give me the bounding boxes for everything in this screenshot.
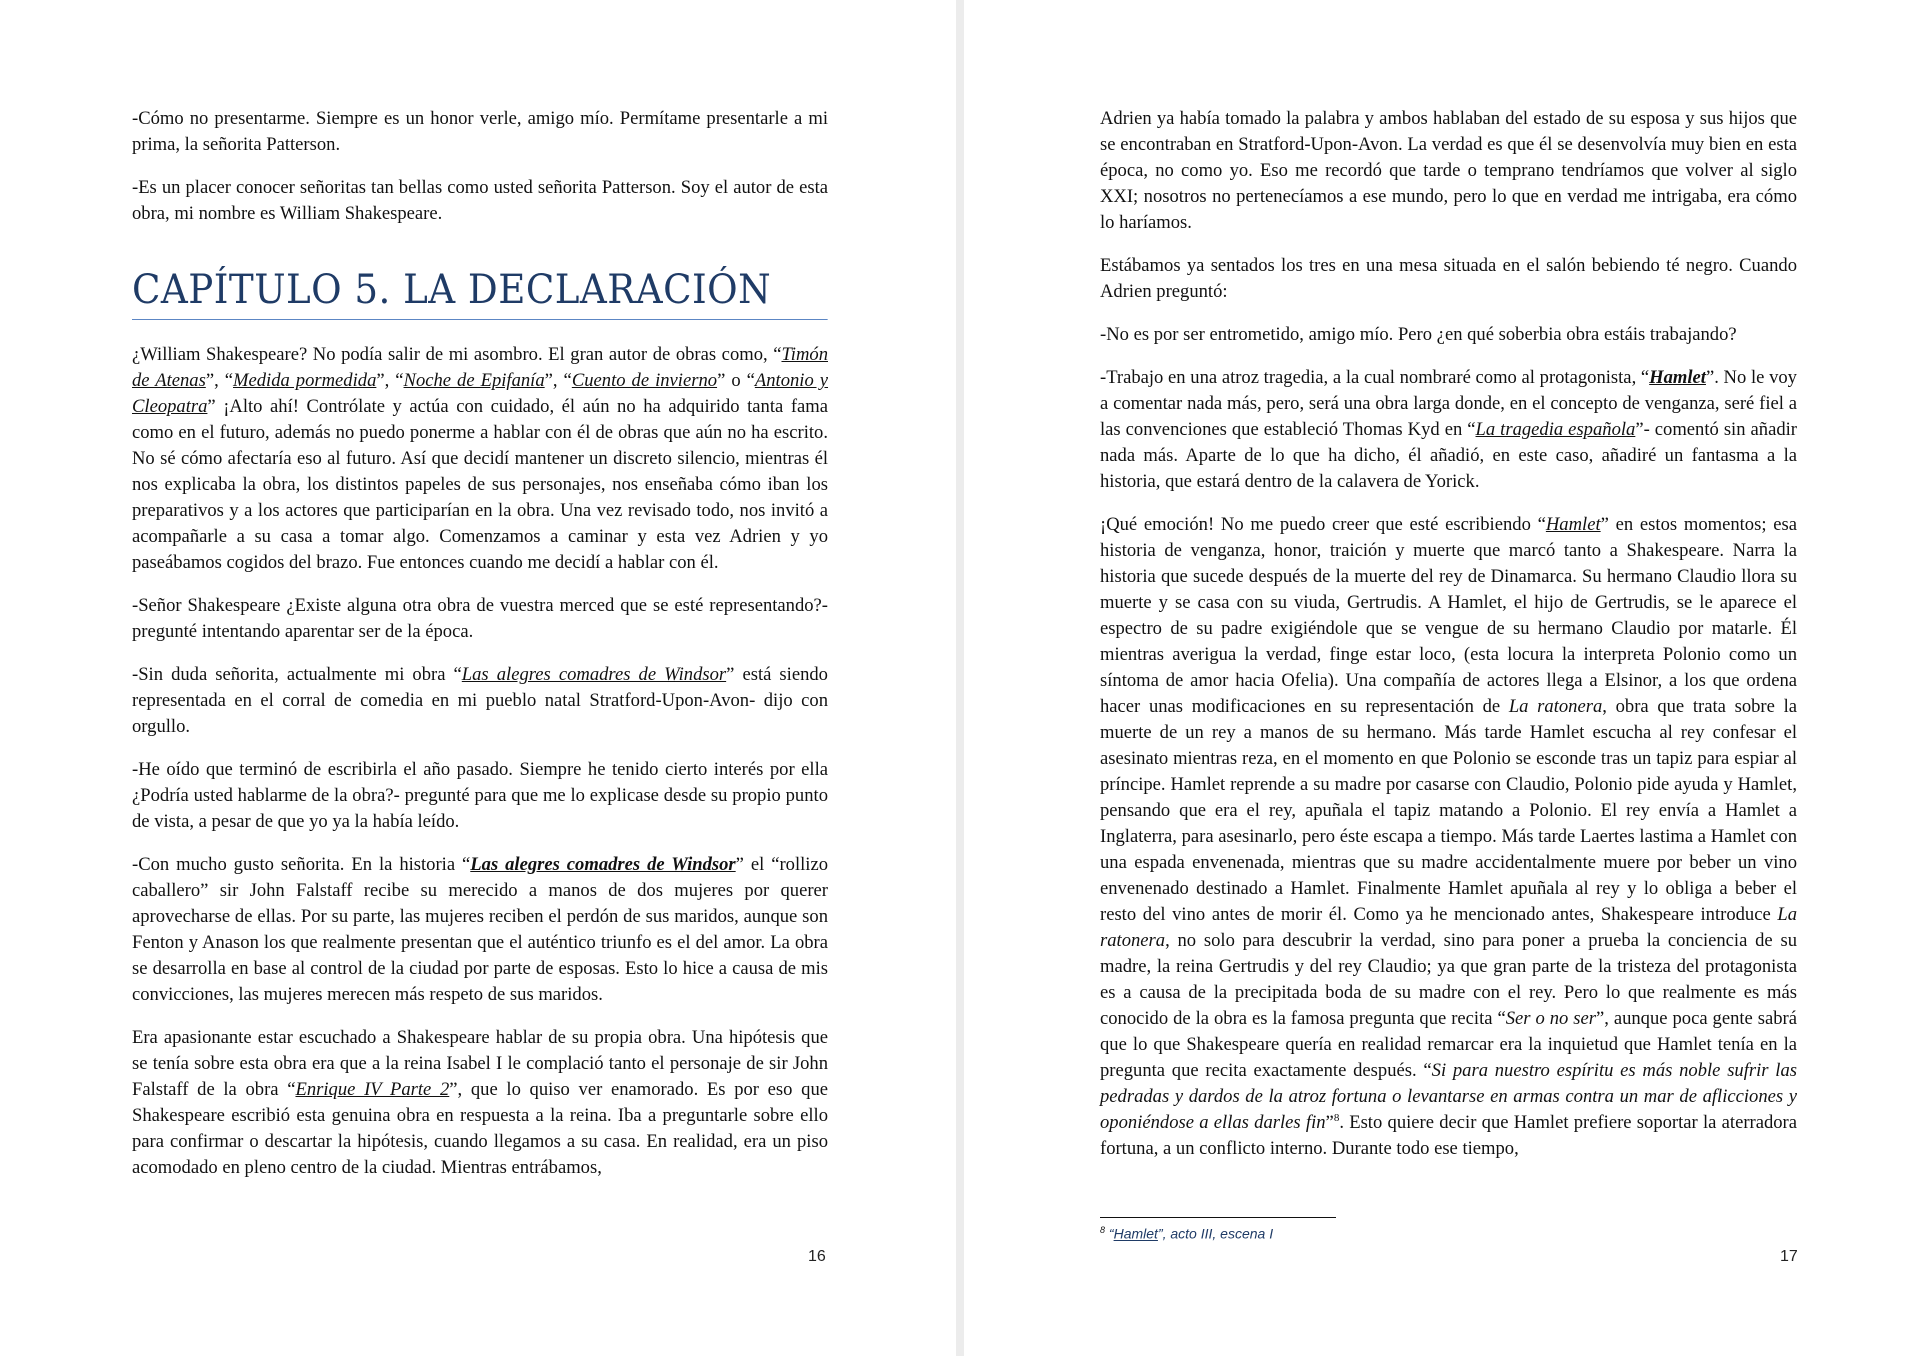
text-run: “ [1105,1225,1114,1242]
left-page-text [132,106,828,1198]
footnote-number: 8 [1100,1225,1106,1235]
paragraph [132,852,828,1008]
paragraph: Estábamos ya sentados los tres en una mesa situada en el salón bebiendo té negro. Cuando Adrien preguntó: [1100,255,1797,302]
paragraph [132,662,828,740]
work-title: Antonio y Cleopatra [132,370,829,417]
paragraph [1100,512,1797,1162]
text-run: ” ¡Alto ahí! Contrólate y actúa con cuidado, él aún no ha adquirido tanta fama como en el futuro, además no puedo ponerme a hablar con él de obras que aún no ha escrito. No sé cómo afectaría eso al futuro. Así que decidí mantener un discreto silencio, mientras él nos explicaba la obra, los distintos papeles de sus personajes, nos enseñaba cómo iban los preparativos y a los actores que participarían en la obra. Una vez revisado todo, nos invitó a acompañarle a su casa a tomar algo. Comenzamos a caminar y esta vez Adrien y yo paseábamos cogidos del brazo. Fue entonces cuando me decidí a hablar con él. [132,396,828,573]
chapter-title: CAPÍTULO 5. LA DECLARACIÓN [132,267,828,320]
text-run: ”, que lo quiso ver enamorado. Es por eso que Shakespeare escribió esta genuina obra en respuesta a la reina. Iba a preguntarle sobre ello para confirmar o descartar la hipótesis, cuando llegamos a su casa. En realidad, era un piso acomodado en pleno centro de la ciudad. Mientras entrábamos, [132,1079,828,1178]
quote: Si para nuestro espíritu es más noble sufrir las pedradas y dardos de la atroz fortuna o levantarse en armas contra un mar de aflicciones y oponiéndose a ellas darles fin [1100,1060,1797,1133]
text-run: , obra que trata sobre la muerte de un rey a manos de su hermano. Más tarde Hamlet escucha al rey confesar el asesinato mientras reza, en el momento en que Polonio se esconde tras un tapiz para espiar al príncipe. Hamlet reprende a su madre por casarse con Claudio, Polonio pide ayuda y Hamlet, pensando que era el rey, apuñala el tapiz matando a Polonio. El rey envía a Hamlet a Inglaterra, para asesinarlo, pero éste escapa a tiempo. Más tarde Laertes lastima a Hamlet con una espada envenenada, mientras que su madre accidentalmente muere por beber un vino envenenado destinado a Hamlet. Finalmente Hamlet apuñala al rey y lo obliga a beber el resto del vino antes de morir él. Como ya he mencionado antes, Shakespeare introduce [1100,696,1797,925]
text-run: ” o “ [717,370,755,391]
footnote-reference[interactable]: 8 [1333,1111,1340,1124]
text-run: -Sin duda señorita, actualmente mi obra “ [132,664,462,685]
text-run: , no solo para descubrir la verdad, sino para poner a prueba la conciencia de su madre, la reina Gertrudis y del rey Claudio; ya que gran parte de la tristeza del protagonista es a causa de la precipitada boda de su madre con el rey. Pero lo que realmente es más conocido de la obra es la famosa pregunta que recita “ [1100,930,1797,1029]
paragraph: Adrien ya había tomado la palabra y ambos hablaban del estado de su esposa y sus hijos que se encontraban en Stratford-Upon-Avon. La verdad es que él se desenvolvía muy bien en esta época, no como yo. Eso me recordó que tarde o temprano tendríamos que volver al siglo XXI; nosotros no pertenecíamos a ese mundo, pero lo que en verdad me intrigaba, era cómo lo haríamos. [1100,108,1797,233]
work-title: Las alegres comadres de Windsor [461,664,727,685]
work-title: Las alegres comadres de Windsor [470,854,736,875]
work-title: Enrique IV Parte 2 [295,1079,450,1100]
paragraph [132,342,828,576]
work-title: Noche de Epifanía [403,370,545,391]
text-run: ” está siendo representada en el corral de comedia en mi pueblo natal Stratford-Upon-Avon- dijo con orgullo. [132,664,828,737]
text-run: Era apasionante estar escuchado a Shakespeare hablar de su propia obra. Una hipótesis que se tenía sobre esta obra era que a la reina Isabel I le complació tanto el personaje de sir John Falstaff de la obra “ [132,1027,828,1100]
paragraph: -Es un placer conocer señoritas tan bellas como usted señorita Patterson. Soy el autor de esta obra, mi nombre es William Shakespeare. [132,177,828,224]
text-run: . Esto quiere decir que Hamlet prefiere soportar la aterradora fortuna, a un conflicto interno. Durante todo ese tiempo, [1100,1112,1797,1159]
quote: Ser o no ser [1505,1008,1596,1029]
text-run: ”- comentó sin añadir nada más. Aparte de lo que ha dicho, él añadió, en este caso, añadiré un fantasma a la historia, que estará dentro de la calavera de Yorick. [1100,419,1797,492]
text-run: ¿William Shakespeare? No podía salir de mi asombro. El gran autor de obras como, “ [132,344,782,365]
text-run: ”, “ [376,370,404,391]
paragraph [1100,365,1797,495]
work-title: Timón de Atenas [132,344,828,391]
paragraph: -He oído que terminó de escribirla el año pasado. Siempre he tenido cierto interés por ella ¿Podría usted hablarme de la obra?- pregunté para que me lo explicase desde su propio punto de vista, a pesar de que yo ya la había leído. [132,759,828,832]
footnote [1100,1225,1273,1242]
text-run: ”. No le voy a comentar nada más, pero, será una obra larga donde, en el concepto de venganza, seré fiel a las convenciones que estableció Thomas Kyd en “ [1100,367,1797,440]
left-page [0,0,956,1356]
page-number: 17 [1780,1248,1798,1265]
work-title: Cuento de invierno [571,370,718,391]
paragraph: -No es por ser entrometido, amigo mío. Pero ¿en qué soberbia obra estáis trabajando? [1100,324,1737,345]
work-title: Hamlet [1649,367,1706,388]
text-run: ” [1325,1112,1334,1133]
work-title: La ratonera [1100,904,1797,951]
work-title: Hamlet [1545,514,1601,535]
work-title: Medida pormedida [233,370,377,391]
text-run: -Con mucho gusto señorita. En la historia “ [132,854,471,875]
right-page [964,0,1920,1356]
paragraph [132,1025,828,1181]
text-run: ” el “rollizo caballero” sir John Falstaff recibe su merecido a manos de dos mujeres por querer aprovecharse de ellas. Por su parte, las mujeres reciben el perdón de sus maridos, aunque son Fenton y Anason los que realmente presentan que el auténtico triunfo es el del amor. La obra se desarrolla en base al control de la ciudad por parte de esposas. Esto lo hice a causa de mis convicciones, las mujeres merecen más respeto de sus maridos. [132,854,829,1005]
text-run: ”, aunque poca gente sabrá que lo que Shakespeare quería en realidad remarcar era la inquietud que Hamlet tenía en la pregunta que recita exactamente después. “ [1100,1008,1797,1081]
text-run: ¡Qué emoción! No me puedo creer que esté escribiendo “ [1100,514,1546,535]
paragraph: -Señor Shakespeare ¿Existe alguna otra obra de vuestra merced que se esté representando?-pregunté intentando aparentar ser de la época. [132,595,828,642]
text-run: ”, acto III, escena I [1157,1225,1274,1242]
footnote-divider [1100,1217,1336,1218]
right-page-text [1100,106,1797,1179]
text-run: ” en estos momentos; esa historia de venganza, honor, traición y muerte que marcó tanto a Shakespeare. Narra la historia que sucede después de la muerte del rey de Dinamarca. Su hermano Claudio llora su muerte y se casa con su viuda, Gertrudis. A Hamlet, el hijo de Gertrudis, se le aparece el espectro de su padre exigiéndole que se vengue de su hermano Claudio por matarle. Él mientras averigua la verdad, finge estar loco, (esta locura la interpreta Polonio como un síntoma de amor hacia Ofelia). Una compañía de actores llega a Elsinor, a los que ordena hacer unas modificaciones en su representación de [1100,514,1797,717]
page-number: 16 [808,1248,826,1265]
text-run: ”, “ [205,370,233,391]
work-title: La tragedia española [1475,419,1636,440]
chapter-spacer [132,320,828,342]
footnote-link[interactable]: Hamlet [1113,1225,1158,1242]
text-run: ”, “ [544,370,572,391]
text-run: -Trabajo en una atroz tragedia, a la cual nombraré como al protagonista, “ [1100,367,1650,388]
paragraph: -Cómo no presentarme. Siempre es un honor verle, amigo mío. Permítame presentarle a mi prima, la señorita Patterson. [132,108,828,155]
work-title: La ratonera [1508,696,1603,717]
